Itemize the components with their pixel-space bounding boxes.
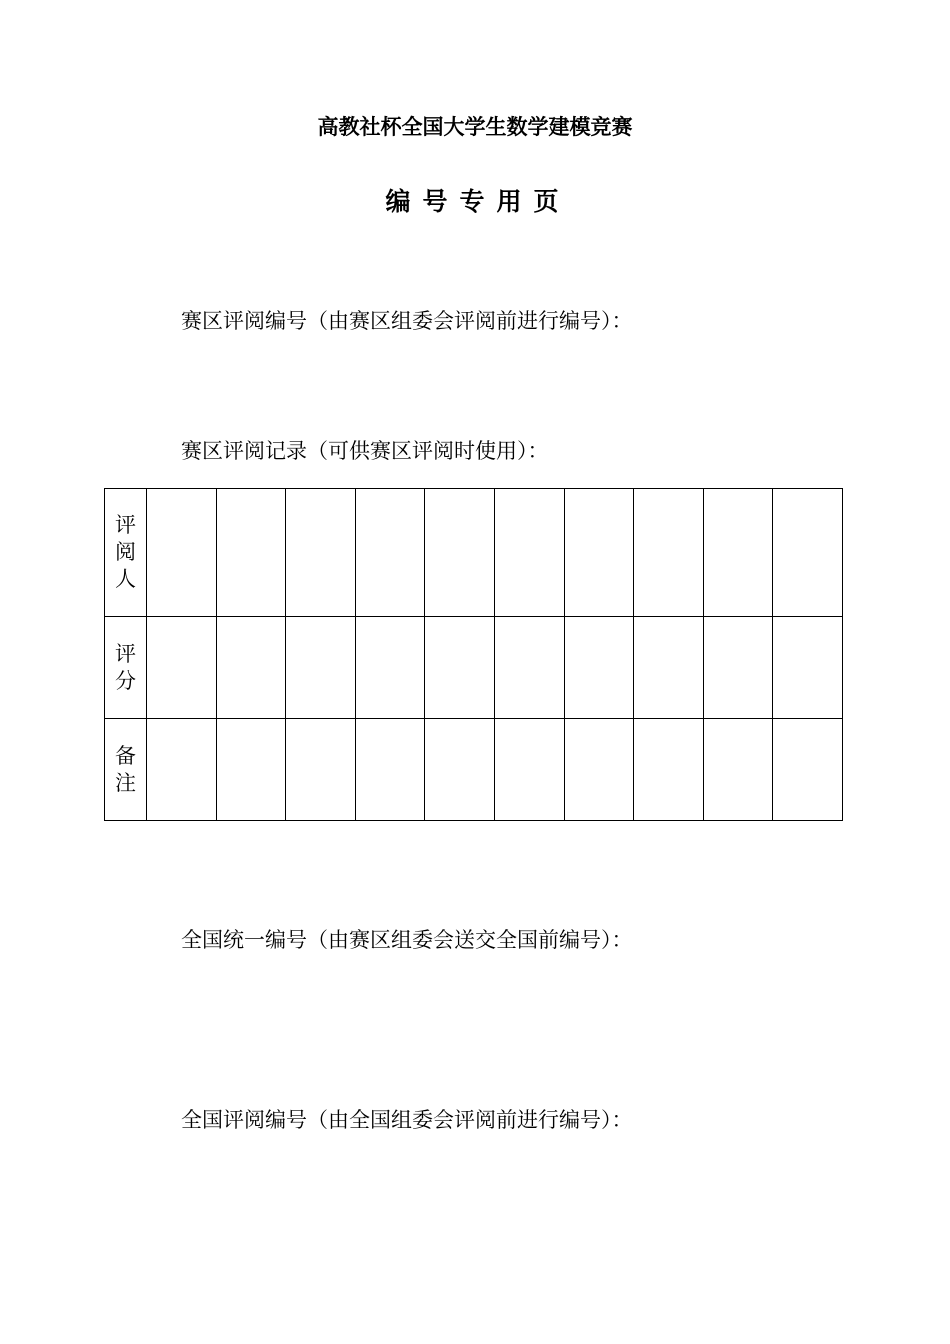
table-row-score [105, 617, 843, 719]
score-cell[interactable] [286, 617, 356, 719]
reviewer-cell[interactable] [494, 489, 564, 617]
notes-cell[interactable] [147, 719, 217, 821]
table-row-notes [105, 719, 843, 821]
notes-cell[interactable] [564, 719, 634, 821]
reviewer-cell[interactable] [147, 489, 217, 617]
notes-cell[interactable] [494, 719, 564, 821]
score-cell[interactable] [355, 617, 425, 719]
notes-cell[interactable] [216, 719, 286, 821]
score-cell[interactable] [564, 617, 634, 719]
regional-number-label: 赛区评阅编号（由赛区组委会评阅前进行编号）： [181, 309, 633, 333]
score-cell[interactable] [703, 617, 773, 719]
national-unified-number-label: 全国统一编号（由赛区组委会送交全国前编号）： [181, 928, 633, 952]
reviewer-cell[interactable] [634, 489, 704, 617]
reviewer-cell[interactable] [355, 489, 425, 617]
reviewer-cell[interactable] [773, 489, 843, 617]
notes-cell[interactable] [773, 719, 843, 821]
score-cell[interactable] [634, 617, 704, 719]
score-cell[interactable] [216, 617, 286, 719]
reviewer-cell[interactable] [703, 489, 773, 617]
page-title: 高教社杯全国大学生数学建模竞赛 [317, 114, 633, 139]
score-cell[interactable] [147, 617, 217, 719]
notes-cell[interactable] [703, 719, 773, 821]
national-review-number-label: 全国评阅编号（由全国组委会评阅前进行编号）： [181, 1108, 633, 1132]
reviewer-cell[interactable] [216, 489, 286, 617]
notes-cell[interactable] [355, 719, 425, 821]
score-cell[interactable] [773, 617, 843, 719]
row-header-notes: 备 注 [105, 719, 147, 821]
page-subtitle: 编号专用页 [385, 187, 571, 216]
review-record-table [104, 488, 843, 821]
row-header-score: 评 分 [105, 617, 147, 719]
table-row-reviewer [105, 489, 843, 617]
notes-cell[interactable] [425, 719, 495, 821]
notes-cell[interactable] [286, 719, 356, 821]
score-cell[interactable] [494, 617, 564, 719]
notes-cell[interactable] [634, 719, 704, 821]
regional-record-label: 赛区评阅记录（可供赛区评阅时使用）： [181, 439, 549, 463]
reviewer-cell[interactable] [564, 489, 634, 617]
score-cell[interactable] [425, 617, 495, 719]
row-header-reviewer: 评 阅 人 [105, 489, 147, 617]
reviewer-cell[interactable] [286, 489, 356, 617]
reviewer-cell[interactable] [425, 489, 495, 617]
